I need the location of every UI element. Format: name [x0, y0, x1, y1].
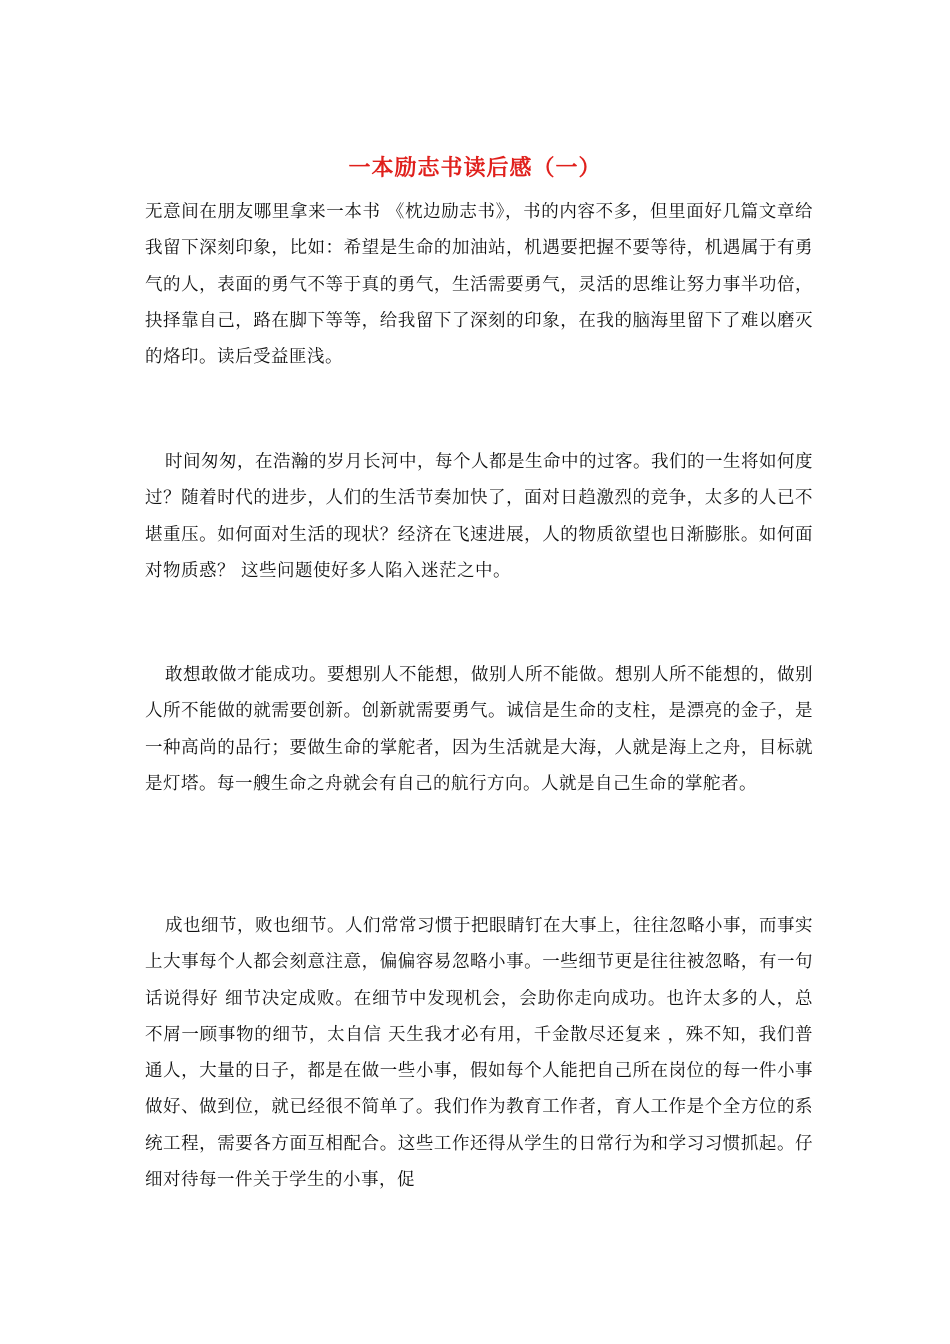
paragraph-3: 敢想敢做才能成功。要想别人不能想，做别人所不能做。想别人所不能想的，做别人所不能做的就需要创新。创新就需要勇气。诚信是生命的支柱，是漂亮的金子，是一种高尚的品行；要做生命的掌舵者，因为生活就是大海，人就是海上之舟，目标就是灯塔。每一艘生命之舟就会有自己的航行方向。人就是自己生命的掌舵者。	[145, 665, 813, 794]
paragraph-4: 成也细节，败也细节。人们常常习惯于把眼睛钉在大事上，往往忽略小事，而事实上大事每个人都会刻意注意，偏偏容易忽略小事。一些细节更是往往被忽略，有一句话说得好 细节决定成败。在细节中发现机会，会助你走向成功。也许太多的人，总不屑一顾事物的细节，太自信 天生我才必有用，千金散尽还复来 ，殊不知，我们普通人，大量的日子，都是在做一些小事，假如每个人能把自己所在岗位的每一件小事做好、做到位，就已经很不简单了。我们作为教育工作者，育人工作是个全方位的系统工程，需要各方面互相配合。这些工作还得从学生的日常行为和学习习惯抓起。仔细对待每一件关于学生的小事，促	[145, 916, 813, 1191]
document-title: 一本励志书读后感（一）	[348, 155, 602, 181]
paragraph-1: 无意间在朋友哪里拿来一本书 《枕边励志书》，书的内容不多，但里面好几篇文章给我留下深刻印象，比如：希望是生命的加油站，机遇要把握不要等待，机遇属于有勇气的人，表面的勇气不等于真的勇气，生活需要勇气，灵活的思维让努力事半功倍，抉择靠自己，路在脚下等等，给我留下了深刻的印象，在我的脑海里留下了难以磨灭的烙印。读后受益匪浅。	[145, 202, 813, 368]
paragraph-2: 时间匆匆，在浩瀚的岁月长河中，每个人都是生命中的过客。我们的一生将如何度过？随着时代的进步，人们的生活节奏加快了，面对日趋激烈的竞争，太多的人已不堪重压。如何面对生活的现状？经济在飞速进展，人的物质欲望也日渐膨胀。如何面对物质惑？ 这些问题使好多人陷入迷茫之中。	[145, 452, 813, 581]
